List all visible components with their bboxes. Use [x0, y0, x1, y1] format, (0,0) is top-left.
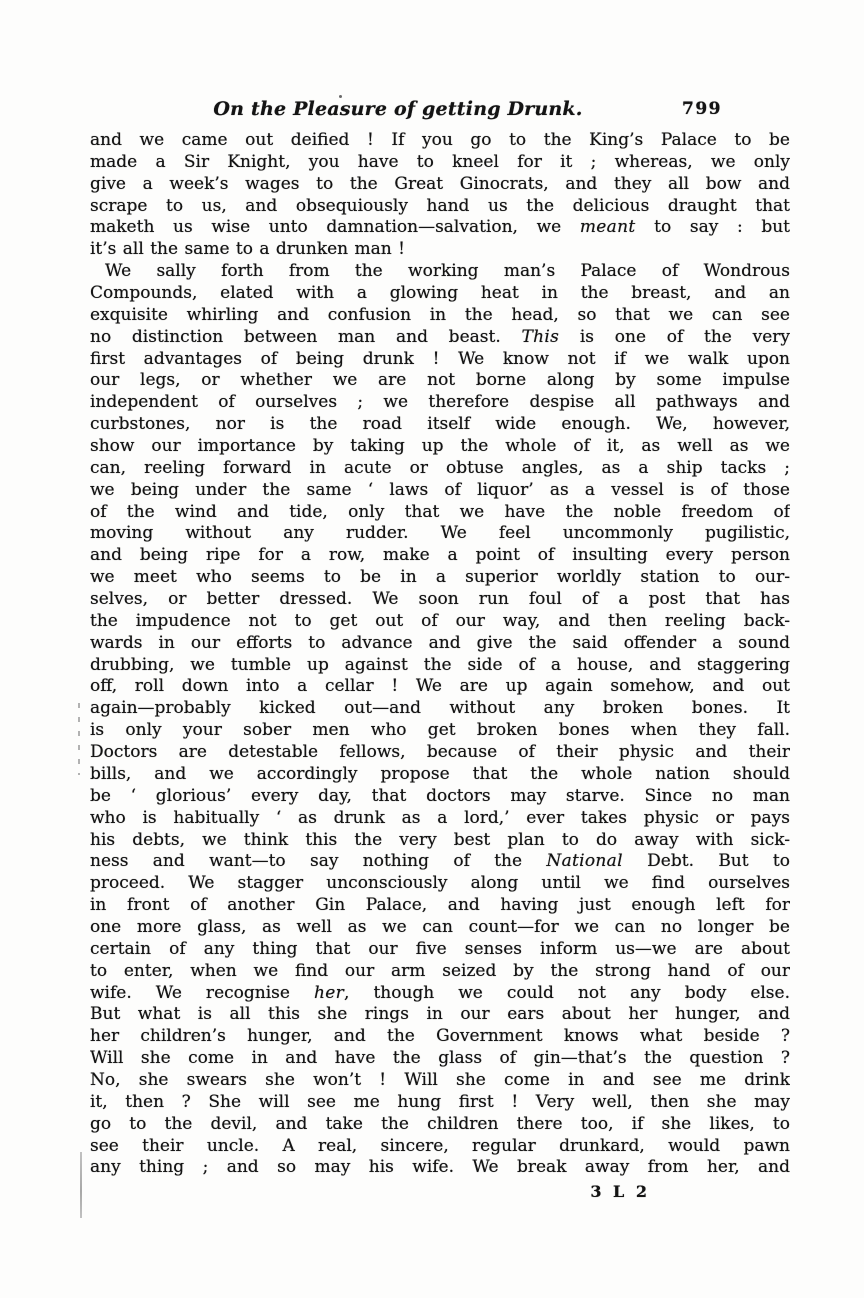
text-line: his debts, we think this the very best plan to do away with sick- [90, 829, 790, 850]
text-line: and we came out deified ! If you go to the King’s Palace to be [90, 130, 790, 150]
text-line: it, then ? She will see me hung first ! Very well, then she may [90, 1091, 790, 1112]
scan-margin-dashes [78, 703, 80, 775]
text-line: maketh us wise unto damnation—salvation, we meant to say : but [90, 217, 790, 238]
text-line: Compounds, elated with a glowing heat in the breast, and an [90, 283, 790, 304]
text-line: in front of another Gin Palace, and having just enough left for [90, 895, 790, 916]
text-line: No, she swears she won’t ! Will she come in and see me drink [90, 1069, 790, 1090]
signature-mark: 3 L 2 [590, 1182, 650, 1201]
text-line: drubbing, we tumble up against the side of a house, and staggering [90, 654, 790, 675]
page-number: 799 [682, 99, 722, 119]
text-line: show our importance by taking up the whole of it, as well as we [90, 436, 790, 457]
text-line: her children’s hunger, and the Government knows what beside ? [90, 1026, 790, 1047]
text-line: it’s all the same to a drunken man ! [90, 239, 405, 260]
text-line: proceed. We stagger unconsciously along until we find ourselves [90, 873, 790, 894]
text-line: selves, or better dressed. We soon run foul of a post that has [90, 589, 790, 610]
text-line: bills, and we accordingly propose that the whole nation should [90, 763, 790, 784]
text-line: again—probably kicked out—and without any broken bones. It [90, 698, 790, 719]
text-line: But what is all this she rings in our ears about her hunger, and [90, 1004, 790, 1025]
text-line: be ‘ glorious’ every day, that doctors may starve. Since no man [90, 785, 790, 806]
text-line: Doctors are detestable fellows, because of their physic and their [90, 742, 790, 763]
text-line: no distinction between man and beast. This is one of the very [90, 326, 790, 347]
text-line: and being ripe for a row, make a point of insulting every person [90, 545, 790, 566]
text-line: made a Sir Knight, you have to kneel for it ; whereas, we only [90, 151, 790, 172]
text-line: we being under the same ‘ laws of liquor’ as a vessel is of those [90, 479, 790, 500]
text-line: can, reeling forward in acute or obtuse angles, as a ship tacks ; [90, 457, 790, 478]
text-line: who is habitually ‘ as drunk as a lord,’ ever takes physic or pays [90, 807, 790, 828]
text-line: ness and want—to say nothing of the National Debt. But to [90, 851, 790, 872]
text-line: we meet who seems to be in a superior worldly station to our- [90, 567, 790, 588]
running-head-title: On the Pleasure of getting Drunk. [213, 98, 583, 120]
text-line: certain of any thing that our five senses inform us—we are about [90, 938, 790, 959]
text-line: moving without any rudder. We feel uncommonly pugilistic, [90, 523, 790, 544]
text-line: the impudence not to get out of our way, and then reeling back- [90, 610, 790, 631]
text-line: first advantages of being drunk ! We know not if we walk upon [90, 348, 790, 369]
text-line: scrape to us, and obsequiously hand us the delicious draught that [90, 195, 790, 216]
text-line: curbstones, nor is the road itself wide enough. We, however, [90, 414, 790, 435]
text-line: see their uncle. A real, sincere, regular drunkard, would pawn [90, 1135, 790, 1156]
text-line: wife. We recognise her, though we could not any body else. [90, 982, 790, 1003]
body-text [90, 130, 790, 1179]
text-line: go to the devil, and take the children there too, if she likes, to [90, 1113, 790, 1134]
text-line: is only your sober men who get broken bones when they fall. [90, 720, 790, 741]
text-line: one more glass, as well as we can count—for we can no longer be [90, 916, 790, 937]
text-line: our legs, or whether we are not borne along by some impulse [90, 370, 790, 391]
text-line: wards in our efforts to advance and give the said offender a sound [90, 632, 790, 653]
text-line: to enter, when we find our arm seized by the strong hand of our [90, 960, 790, 981]
text-line: We sally forth from the working man’s Palace of Wondrous [105, 261, 790, 282]
text-line: give a week’s wages to the Great Ginocrats, and they all bow and [90, 173, 790, 194]
text-line: of the wind and tide, only that we have the noble freedom of [90, 501, 790, 522]
text-line: off, roll down into a cellar ! We are up again somehow, and out [90, 676, 790, 697]
text-line: exquisite whirling and confusion in the head, so that we can see [90, 304, 790, 325]
text-line: any thing ; and so may his wife. We break away from her, and [90, 1157, 790, 1178]
text-line: independent of ourselves ; we therefore despise all pathways and [90, 392, 790, 413]
text-line: Will she come in and have the glass of gin—that’s the question ? [90, 1048, 790, 1069]
scan-margin-line [80, 1152, 82, 1218]
